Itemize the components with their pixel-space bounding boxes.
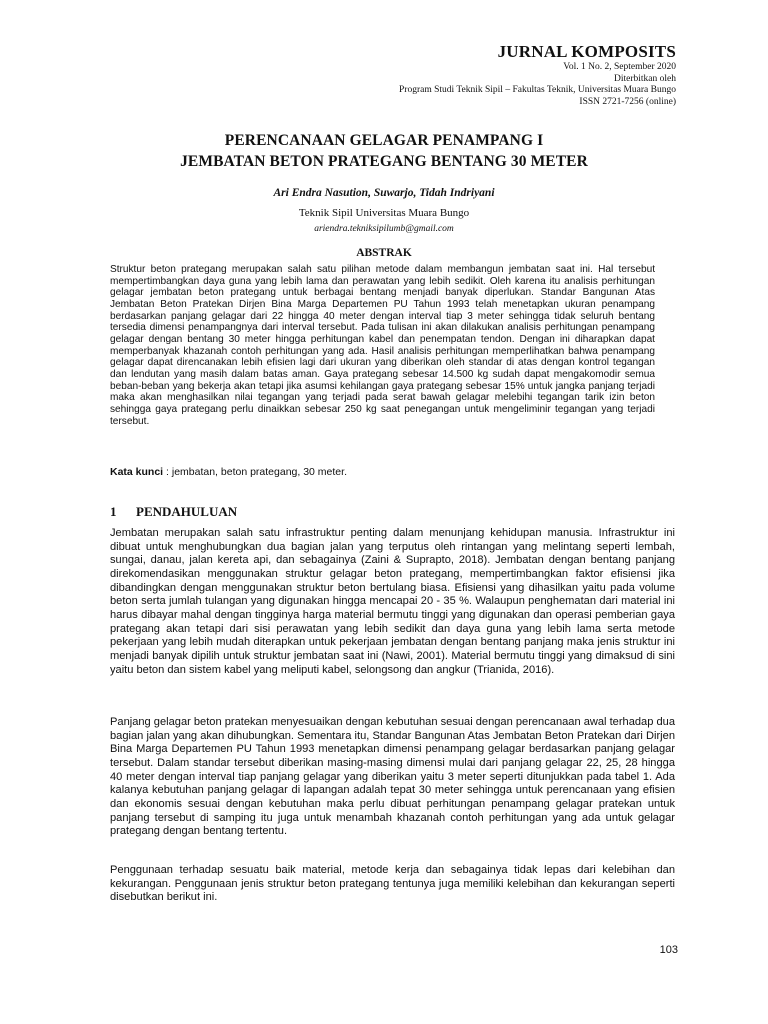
keywords [110, 466, 655, 478]
section-title: PENDAHULUAN [136, 504, 238, 519]
paper-authors: Ari Endra Nasution, Suwarjo, Tidah Indriyani [273, 187, 495, 199]
section-number: 1 [110, 504, 117, 519]
section-heading [110, 504, 237, 520]
journal-publisher: Program Studi Teknik Sipil – Fakultas Teknik, Universitas Muara Bungo [399, 85, 676, 95]
journal-publisher-label: Diterbitkan oleh [614, 73, 676, 84]
author-email: ariendra.tekniksipilumb@gmail.com [314, 224, 454, 234]
keywords-label: Kata kunci [110, 466, 164, 478]
abstract-heading: ABSTRAK [356, 247, 412, 259]
abstract-text: Struktur beton prategang merupakan salah satu pilihan metode dalam membangun jembatan saat ini. Hal tersebut mempertimbangkan daya guna yang lebih lama dan perawatan yang lebih sedikit. Oleh karena itu analisis perhitungan gelagar jembatan beton prategang untuk berbagai bentang menjadi banyak diperlukan. Standar Bangunan Atas Jembatan Beton Pratekan Dirjen Bina Marga Departemen PU Tahun 1993 telah menetapkan ukuran penampang berdasarkan panjang gelagar dari 22 hingga 40 meter dengan interval tiap 3 meter sehingga tidak seluruh bentang tersedia dimensi penampangnya dari interval tersebut. Pada tulisan ini akan dilakukan analisis perhitungan penampang gelagar dengan bentang 30 meter hingga perhitungan kabel dan penempatan tendon. Dengan ini diharapkan dapat memperbanyak khazanah contoh perhitungan yang ada. Hasil analisis perhitungan memperlihatkan bahwa penampang gelagar dapat direncanakan lebih efisien lagi dari ukuran yang diberikan oleh standar di atas dengan kontrol tegangan dan lendutan yang masih dalam batas aman. Gaya prategang sebesar 14.500 kg sudah dapat mengakomodir semua beban-beban yang bekerja akan tetapi jika asumsi kehilangan gaya prategang sebesar 15% untuk jangka panjang terjadi maka akan menghasilkan nilai tegangan yang terjadi pada serat bawah gelagar melebihi tegangan tarik izin beton sehingga gaya prategang perlu dinaikkan sebesar 250 kg saat penegangan untuk mengeliminir tegangan yang terjadi tersebut. [110, 264, 655, 427]
journal-issn: ISSN 2721-7256 (online) [579, 96, 676, 107]
paper-title-line-2: JEMBATAN BETON PRATEGANG BENTANG 30 METER [180, 153, 588, 170]
page-number: 103 [659, 944, 678, 956]
journal-volume: Vol. 1 No. 2, September 2020 [563, 62, 676, 72]
body-paragraph-2: Panjang gelagar beton pratekan menyesuaikan dengan kebutuhan sesuai dengan perencanaan awal terhadap dua bagian jalan yang akan dihubungkan. Sementara itu, Standar Bangunan Atas Jembatan Beton Pratekan dari Dirjen Bina Marga Departemen PU Tahun 1993 menetapkan dimensi penampang gelagar berdasarkan panjang gelagar tersebut. Dalam standar tersebut diberikan masing-masing dimensi mulai dari panjang gelagar 22, 25, 28 hingga 40 meter dengan interval tiap panjang gelagar yang diberikan yaitu 3 meter seperti ditunjukkan pada tabel 1. Ada kalanya kebutuhan panjang gelagar di lapangan adalah tepat 30 meter sehingga untuk perencanaan yang efisien dan ekonomis sesuai dengan kebutuhan maka perlu dibuat perhitungan penampang gelagar pratekan untuk panjang tersebut di samping itu juga untuk menambah khazanah contoh perhitungan yang ada untuk gelagar prategang dengan bentang tertentu. [110, 716, 675, 838]
journal-title: JURNAL KOMPOSITS [497, 42, 676, 61]
body-paragraph-3: Penggunaan terhadap sesuatu baik material, metode kerja dan sebagainya tidak lepas dari kelebihan dan kekurangan. Penggunaan jenis struktur beton prategang tentunya juga memiliki kelebihan dan kekurangan seperti disebutkan berikut ini. [110, 864, 675, 904]
journal-header [256, 42, 676, 108]
keywords-text: : jembatan, beton prategang, 30 meter. [163, 466, 347, 478]
paper-title [60, 130, 708, 172]
body-paragraph-1: Jembatan merupakan salah satu infrastruktur penting dalam menunjang kehidupan manusia. Infrastruktur ini dibuat untuk menghubungkan dua bagian jalan yang terputus oleh rintangan yang melintang seperti lembah, sungai, danau, jalan kereta api, dan sebagainya (Zaini & Suprapto, 2018). Jembatan dengan bentang panjang direkomendasikan menggunakan struktur gelagar beton prategang, mempertimbangkan faktor efisiensi jika dibandingkan dengan menggunakan struktur beton bertulang biasa. Efisiensi yang dihasilkan yaitu pada volume beton serta jumlah tulangan yang digunakan hingga mencapai 20 - 35 %. Walaupun penghematan dari material ini harus dibayar mahal dengan tingginya harga material bermutu tinggi yang digunakan dan operasi pemberian gaya prategang akan tetapi dari sisi perawatan yang lebih sedikit dan daya guna yang lebih lama serta metode pekerjaan yang lebih mudah diterapkan untuk pekerjaan jembatan dengan bentang panjang maka jenis struktur ini menjadi banyak dipilih untuk struktur jembatan saat ini (Nawi, 2001). Material bermutu tinggi yang dimaksud di sini yaitu beton dan sistem kabel yang meliputi kabel, selongsong dan angkur (Trianida, 2016). [110, 527, 675, 676]
paper-title-line-1: PERENCANAAN GELAGAR PENAMPANG I [224, 132, 544, 149]
paper-affiliation: Teknik Sipil Universitas Muara Bungo [298, 207, 470, 219]
